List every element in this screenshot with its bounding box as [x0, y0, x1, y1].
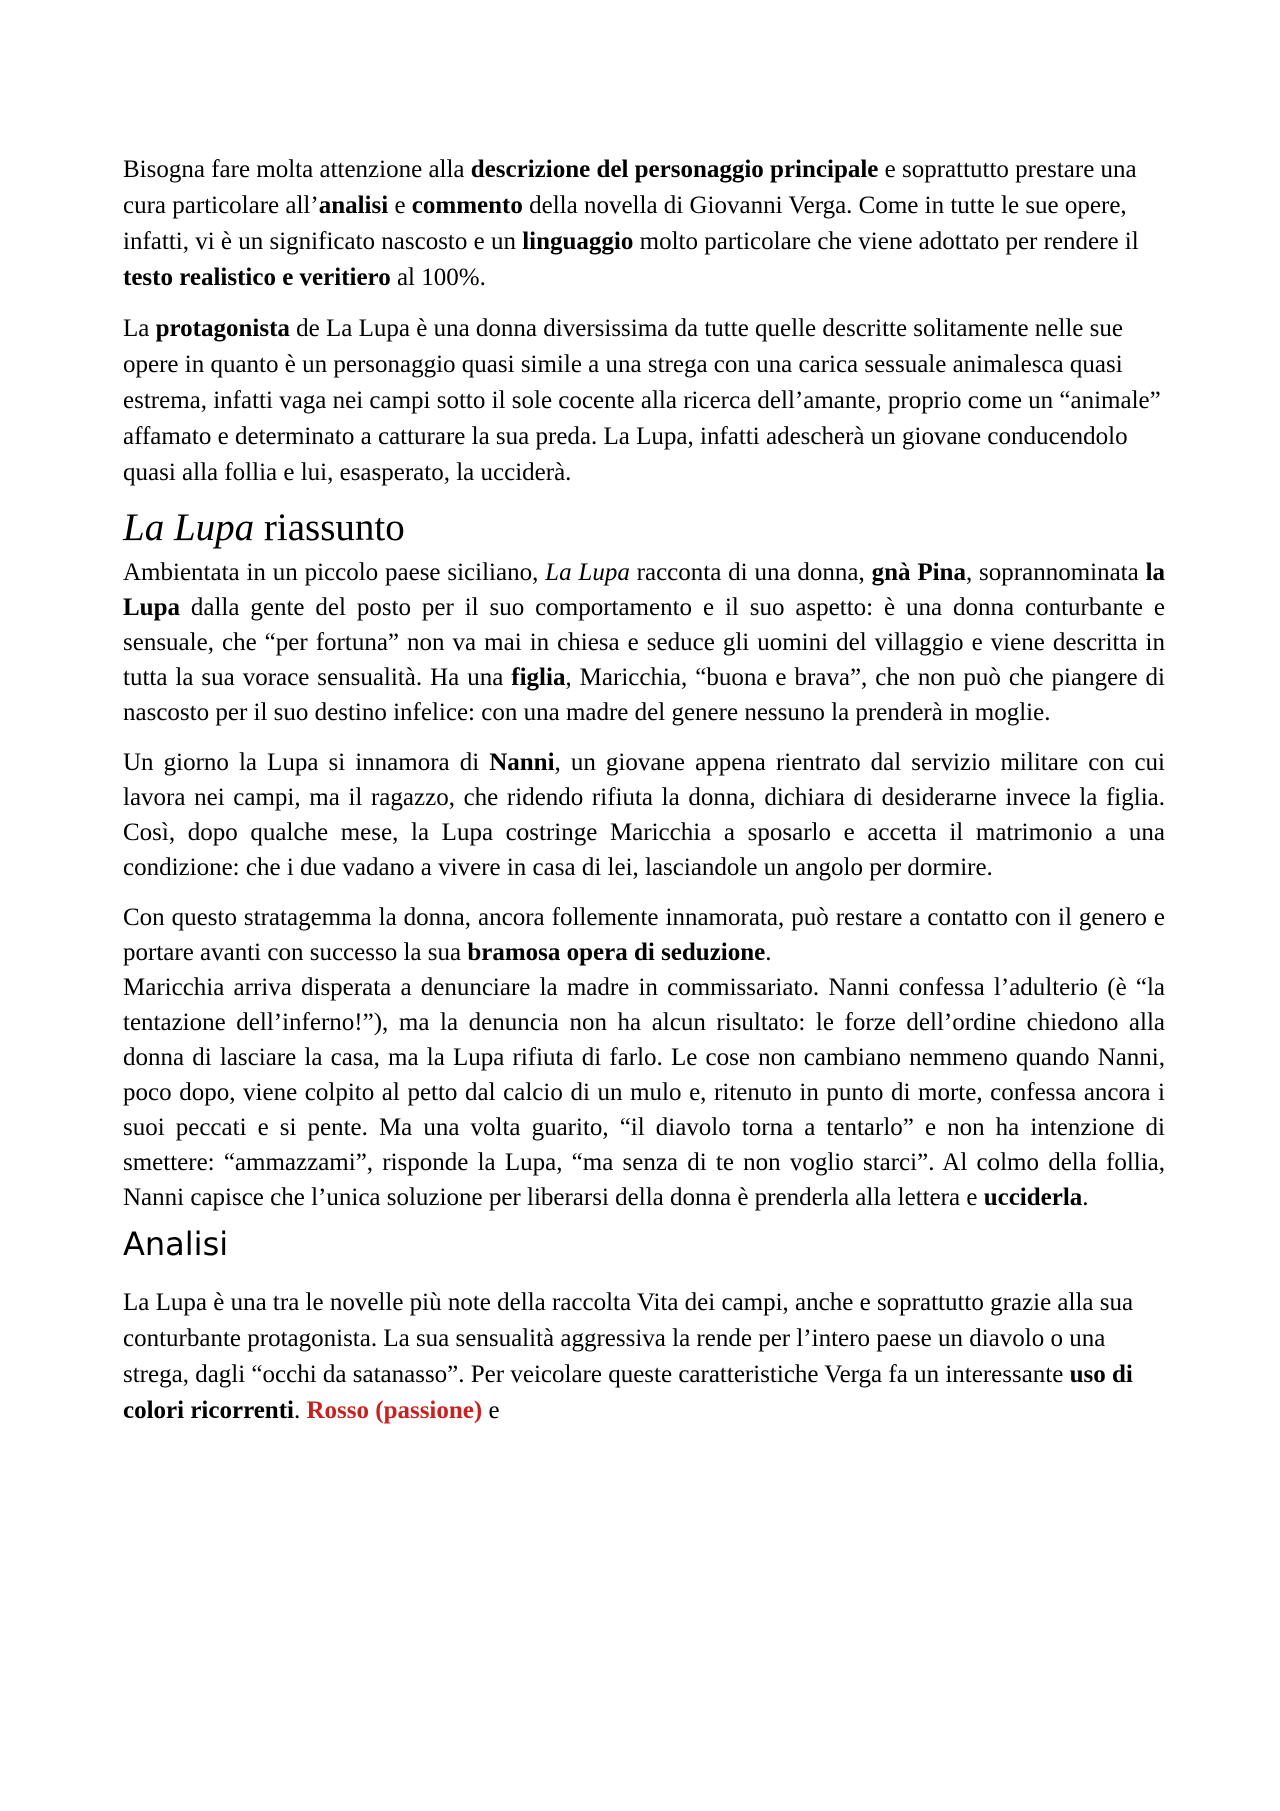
- text-run: Maricchia arriva disperata a denunciare la madre in commissariato. Nanni confessa l’adulterio (è “la tentazione dell’inferno!”), ma la denuncia non ha alcun risultato: le forze dell’ordine chiedono alla donna di lasciare la casa, ma la Lupa rifiuta di farlo. Le cose non cambiano nemmeno quando Nanni, poco dopo, viene colpito al petto dal calcio di un mulo e, ritenuto in punto di morte, confessa ancora i suoi peccati e si pente. Ma una volta guarito, “il diavolo torna a tentarlo” e non ha intenzione di smettere: “ammazzami”, risponde la Lupa, “ma senza di te non voglio starci”. Al colmo della follia, Nanni capisce che l’unica soluzione per liberarsi della donna è prenderla alla lettera e: [123, 974, 1165, 1211]
- bold-run: descrizione del personaggio principale: [470, 156, 879, 183]
- text-run: al 100%.: [390, 264, 486, 291]
- document-body: [123, 152, 1165, 1429]
- analisi-paragraph-1: [123, 1285, 1165, 1429]
- text-run: racconta di una donna,: [629, 559, 872, 586]
- text-run: dalla gente del posto per il suo comportamento e il suo aspetto: è una donna conturbante e sensuale, che “per fortuna” non va mai in chiesa e seduce gli uomini del villaggio e viene descritta in tutta la sua vorace sensualità. Ha una: [123, 594, 1165, 691]
- text-run: La Lupa è una tra le novelle più note della raccolta Vita dei campi, anche e soprattutto grazie alla sua conturbante protagonista. La sua sensualità aggressiva la rende per l’intero paese un diavolo o una strega, dagli “occhi da satanasso”. Per veicolare queste caratteristiche Verga fa un interessante: [123, 1289, 1134, 1388]
- text-run: e: [482, 1397, 500, 1424]
- bold-run: uso di colori ricorrenti: [123, 1361, 1133, 1424]
- bold-run: analisi: [318, 192, 389, 219]
- text-run: Un giorno la Lupa si innamora di: [123, 749, 490, 776]
- bold-run: la Lupa: [123, 559, 1166, 621]
- italic-run: La Lupa: [545, 559, 630, 586]
- bold-run: bramosa opera di seduzione: [467, 939, 766, 966]
- bold-run: gnà Pina: [871, 559, 966, 586]
- riassunto-paragraph-4: [123, 970, 1165, 1215]
- riassunto-paragraph-1: [123, 555, 1165, 730]
- heading-text-run: riassunto: [254, 506, 405, 549]
- bold-run: Nanni: [489, 749, 555, 776]
- analisi-heading: Analisi: [123, 1225, 229, 1263]
- text-run: La: [123, 315, 156, 342]
- bold-run: linguaggio: [522, 228, 634, 255]
- red-highlight-run: Rosso (passione): [306, 1397, 483, 1424]
- text-run: Con questo stratagemma la donna, ancora follemente innamorata, può restare a contatto con il genero e portare avanti con successo la sua: [123, 904, 1165, 966]
- text-run: della novella di Giovanni Verga. Come in tutte le sue opere, infatti, vi è un significato nascosto e un: [123, 192, 1127, 255]
- text-run: molto particolare che viene adottato per rendere il: [633, 228, 1139, 255]
- riassunto-paragraph-2: [123, 745, 1165, 885]
- text-run: , soprannominata: [965, 559, 1146, 586]
- text-run: Ambientata in un piccolo paese siciliano,: [123, 559, 546, 586]
- text-run: e: [388, 192, 412, 219]
- bold-run: commento: [411, 192, 523, 219]
- bold-run: ucciderla: [983, 1184, 1083, 1211]
- riassunto-heading: [123, 503, 1165, 553]
- bold-run: protagonista: [155, 315, 290, 342]
- text-run: , Maricchia, “buona e brava”, che non può che piangere di nascosto per il suo destino infelice: con una madre del genere nessuno la prenderà in moglie.: [123, 664, 1166, 726]
- text-run: de La Lupa è una donna diversissima da tutte quelle descritte solitamente nelle sue opere in quanto è un personaggio quasi simile a una strega con una carica sessuale animalesca quasi estrema, infatti vaga nei campi sotto il sole cocente alla ricerca dell’amante, proprio come un “animale” affamato e determinato a catturare la sua preda. La Lupa, infatti adescherà un giovane conducendolo quasi alla follia e lui, esasperato, la ucciderà.: [123, 315, 1161, 486]
- text-run: .: [765, 939, 772, 966]
- bold-run: figlia: [511, 664, 566, 691]
- intro-paragraph-2: [123, 311, 1165, 491]
- text-run: , un giovane appena rientrato dal servizio militare con cui lavora nei campi, ma il ragazzo, che ridendo rifiuta la donna, dichiara di desiderarne invece la figlia. Così, dopo qualche mese, la Lupa costringe Maricchia a sposarlo e accetta il matrimonio a una condizione: che i due vadano a vivere in casa di lei, lasciandole un angolo per dormire.: [123, 749, 1165, 881]
- heading-italic-run: La Lupa: [123, 506, 255, 549]
- text-run: e soprattutto prestare una cura particolare all’: [123, 156, 1137, 219]
- text-run: .: [293, 1397, 307, 1424]
- intro-paragraph-1: [123, 152, 1165, 296]
- text-run: .: [1082, 1184, 1089, 1211]
- riassunto-paragraph-3: [123, 900, 1165, 970]
- text-run: Bisogna fare molta attenzione alla: [123, 156, 471, 183]
- bold-run: testo realistico e veritiero: [123, 264, 391, 291]
